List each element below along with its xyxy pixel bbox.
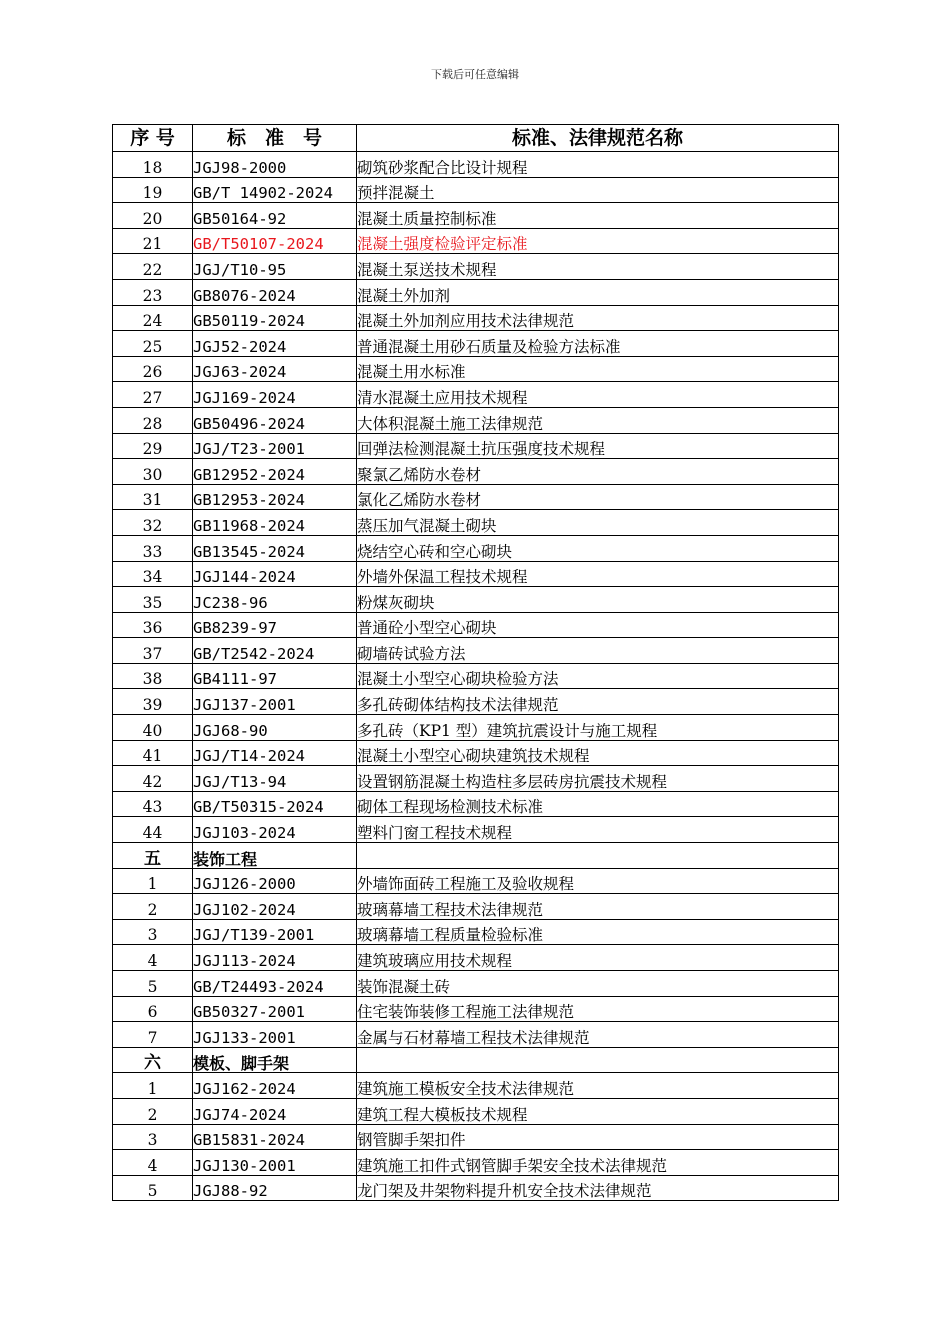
seq-cell: 24 (113, 305, 193, 331)
seq-cell: 30 (113, 459, 193, 485)
seq-cell: 1 (113, 868, 193, 894)
table-row (113, 587, 839, 613)
seq-cell: 21 (113, 228, 193, 254)
standard-name-cell: 混凝土外加剂 (357, 279, 839, 305)
standard-name-cell: 混凝土强度检验评定标准 (357, 228, 839, 254)
standard-code-cell: JGJ144-2024 (193, 561, 357, 587)
table-row (113, 1098, 839, 1124)
standard-code-cell: GB50119-2024 (193, 305, 357, 331)
standard-code-cell: JGJ/T23-2001 (193, 433, 357, 459)
standard-code-cell: JGJ88-92 (193, 1175, 357, 1201)
standard-code-cell: JGJ63-2024 (193, 356, 357, 382)
seq-cell: 41 (113, 740, 193, 766)
standard-code-cell: GB/T24493-2024 (193, 971, 357, 997)
table-row (113, 152, 839, 178)
table-row (113, 254, 839, 280)
standard-code-cell: JGJ162-2024 (193, 1073, 357, 1099)
standard-code-cell: GB/T50315-2024 (193, 791, 357, 817)
standard-code-cell: JGJ/T13-94 (193, 766, 357, 792)
standard-code-cell: JGJ52-2024 (193, 331, 357, 357)
table-row (113, 740, 839, 766)
table-body (113, 152, 839, 1201)
table-row (113, 689, 839, 715)
standard-name-cell: 金属与石材幕墙工程技术法律规范 (357, 1022, 839, 1048)
standard-code-cell: GB15831-2024 (193, 1124, 357, 1150)
seq-cell: 35 (113, 587, 193, 613)
seq-cell: 22 (113, 254, 193, 280)
standard-code-cell: GB50496-2024 (193, 407, 357, 433)
standard-name-cell: 粉煤灰砌块 (357, 587, 839, 613)
standard-name-cell: 混凝土泵送技术规程 (357, 254, 839, 280)
table-row (113, 868, 839, 894)
standard-name-cell: 住宅装饰装修工程施工法律规范 (357, 996, 839, 1022)
standard-name-cell: 普通砼小型空心砌块 (357, 612, 839, 638)
standard-name-cell: 混凝土小型空心砌块检验方法 (357, 663, 839, 689)
standard-name-cell: 聚氯乙烯防水卷材 (357, 459, 839, 485)
table-header (113, 125, 839, 152)
standard-code-cell: JGJ169-2024 (193, 382, 357, 408)
standard-code-cell: GB11968-2024 (193, 510, 357, 536)
seq-cell: 29 (113, 433, 193, 459)
standard-name-cell: 氯化乙烯防水卷材 (357, 484, 839, 510)
table-row (113, 971, 839, 997)
standard-code-cell: GB/T 14902-2024 (193, 177, 357, 203)
standard-name-cell: 砌墙砖试验方法 (357, 638, 839, 664)
seq-cell: 26 (113, 356, 193, 382)
standard-code-cell: JGJ113-2024 (193, 945, 357, 971)
seq-cell: 32 (113, 510, 193, 536)
table-row (113, 1124, 839, 1150)
standard-name-cell: 钢管脚手架扣件 (357, 1124, 839, 1150)
standard-code-cell: JGJ/T14-2024 (193, 740, 357, 766)
standard-name-cell: 建筑工程大模板技术规程 (357, 1098, 839, 1124)
standard-code-cell: GB8076-2024 (193, 279, 357, 305)
standard-code-cell: 模板、脚手架 (193, 1047, 357, 1073)
standard-code-cell: GB50327-2001 (193, 996, 357, 1022)
standard-code-cell: JGJ130-2001 (193, 1150, 357, 1176)
standard-name-cell: 砌筑砂浆配合比设计规程 (357, 152, 839, 178)
standard-code-cell: JGJ126-2000 (193, 868, 357, 894)
standard-name-cell: 装饰混凝土砖 (357, 971, 839, 997)
table-row (113, 894, 839, 920)
standard-name-cell: 建筑施工扣件式钢管脚手架安全技术法律规范 (357, 1150, 839, 1176)
seq-cell: 31 (113, 484, 193, 510)
table-row (113, 510, 839, 536)
standards-table (112, 124, 839, 1201)
table-row (113, 356, 839, 382)
table-row (113, 561, 839, 587)
standard-code-cell: GB13545-2024 (193, 535, 357, 561)
seq-cell: 33 (113, 535, 193, 561)
seq-cell: 39 (113, 689, 193, 715)
table-row (113, 331, 839, 357)
standard-code-cell: JGJ102-2024 (193, 894, 357, 920)
standard-code-cell: JGJ137-2001 (193, 689, 357, 715)
table-row (113, 1073, 839, 1099)
seq-cell: 34 (113, 561, 193, 587)
standard-name-cell: 混凝土小型空心砌块建筑技术规程 (357, 740, 839, 766)
table-row (113, 535, 839, 561)
seq-cell: 37 (113, 638, 193, 664)
seq-cell: 1 (113, 1073, 193, 1099)
seq-cell: 43 (113, 791, 193, 817)
table-row (113, 996, 839, 1022)
seq-cell: 六 (113, 1047, 193, 1073)
standard-name-cell: 龙门架及井架物料提升机安全技术法律规范 (357, 1175, 839, 1201)
standard-name-cell: 建筑施工模板安全技术法律规范 (357, 1073, 839, 1099)
table-row (113, 484, 839, 510)
standard-code-cell: JGJ133-2001 (193, 1022, 357, 1048)
standard-name-cell: 多孔砖（KP1 型）建筑抗震设计与施工规程 (357, 715, 839, 741)
standard-name-cell: 预拌混凝土 (357, 177, 839, 203)
seq-cell: 44 (113, 817, 193, 843)
table-row (113, 766, 839, 792)
standard-name-cell: 普通混凝土用砂石质量及检验方法标准 (357, 331, 839, 357)
seq-cell: 5 (113, 1175, 193, 1201)
standard-name-cell: 大体积混凝土施工法律规范 (357, 407, 839, 433)
table-row (113, 715, 839, 741)
section-row (113, 1047, 839, 1073)
header-seq: 序 号 (113, 125, 193, 152)
standard-name-cell (357, 1047, 839, 1073)
header-name: 标准、法律规范名称 (357, 125, 839, 152)
table-row (113, 177, 839, 203)
table-row (113, 433, 839, 459)
standard-name-cell: 玻璃幕墙工程质量检验标准 (357, 919, 839, 945)
seq-cell: 36 (113, 612, 193, 638)
table-row (113, 919, 839, 945)
standard-code-cell: GB12953-2024 (193, 484, 357, 510)
standard-code-cell: GB12952-2024 (193, 459, 357, 485)
table-row (113, 228, 839, 254)
table-row (113, 407, 839, 433)
standard-name-cell: 混凝土外加剂应用技术法律规范 (357, 305, 839, 331)
seq-cell: 25 (113, 331, 193, 357)
standard-code-cell: JGJ/T10-95 (193, 254, 357, 280)
standard-name-cell: 多孔砖砌体结构技术法律规范 (357, 689, 839, 715)
standard-code-cell: JGJ74-2024 (193, 1098, 357, 1124)
standard-name-cell: 回弹法检测混凝土抗压强度技术规程 (357, 433, 839, 459)
standard-code-cell: JGJ98-2000 (193, 152, 357, 178)
standard-code-cell: GB50164-92 (193, 203, 357, 229)
seq-cell: 五 (113, 843, 193, 869)
seq-cell: 7 (113, 1022, 193, 1048)
seq-cell: 18 (113, 152, 193, 178)
standard-code-cell: GB8239-97 (193, 612, 357, 638)
standard-name-cell: 烧结空心砖和空心砌块 (357, 535, 839, 561)
seq-cell: 5 (113, 971, 193, 997)
seq-cell: 19 (113, 177, 193, 203)
standard-name-cell: 混凝土质量控制标准 (357, 203, 839, 229)
header-row (113, 125, 839, 152)
standard-name-cell: 混凝土用水标准 (357, 356, 839, 382)
standard-code-cell: JGJ/T139-2001 (193, 919, 357, 945)
table-row (113, 663, 839, 689)
table-row (113, 1150, 839, 1176)
seq-cell: 4 (113, 945, 193, 971)
seq-cell: 40 (113, 715, 193, 741)
seq-cell: 3 (113, 919, 193, 945)
seq-cell: 38 (113, 663, 193, 689)
standard-name-cell (357, 843, 839, 869)
table-row (113, 817, 839, 843)
table-row (113, 612, 839, 638)
table-row (113, 1022, 839, 1048)
standard-code-cell: 装饰工程 (193, 843, 357, 869)
table-row (113, 305, 839, 331)
standard-code-cell: JGJ103-2024 (193, 817, 357, 843)
seq-cell: 42 (113, 766, 193, 792)
seq-cell: 4 (113, 1150, 193, 1176)
standard-code-cell: GB/T2542-2024 (193, 638, 357, 664)
standard-name-cell: 清水混凝土应用技术规程 (357, 382, 839, 408)
standard-name-cell: 外墙外保温工程技术规程 (357, 561, 839, 587)
standard-name-cell: 蒸压加气混凝土砌块 (357, 510, 839, 536)
standard-name-cell: 砌体工程现场检测技术标准 (357, 791, 839, 817)
standard-name-cell: 设置钢筋混凝土构造柱多层砖房抗震技术规程 (357, 766, 839, 792)
seq-cell: 20 (113, 203, 193, 229)
table-row (113, 459, 839, 485)
section-row (113, 843, 839, 869)
standard-code-cell: GB/T50107-2024 (193, 228, 357, 254)
standard-name-cell: 建筑玻璃应用技术规程 (357, 945, 839, 971)
table-row (113, 638, 839, 664)
table-row (113, 1175, 839, 1201)
table-row (113, 279, 839, 305)
seq-cell: 23 (113, 279, 193, 305)
standard-name-cell: 外墙饰面砖工程施工及验收规程 (357, 868, 839, 894)
seq-cell: 3 (113, 1124, 193, 1150)
seq-cell: 28 (113, 407, 193, 433)
standard-code-cell: JGJ68-90 (193, 715, 357, 741)
table-row (113, 382, 839, 408)
standard-code-cell: GB4111-97 (193, 663, 357, 689)
seq-cell: 27 (113, 382, 193, 408)
seq-cell: 2 (113, 1098, 193, 1124)
seq-cell: 2 (113, 894, 193, 920)
header-code: 标 准 号 (193, 125, 357, 152)
seq-cell: 6 (113, 996, 193, 1022)
table-row (113, 945, 839, 971)
standard-name-cell: 玻璃幕墙工程技术法律规范 (357, 894, 839, 920)
table-row (113, 791, 839, 817)
standard-name-cell: 塑料门窗工程技术规程 (357, 817, 839, 843)
standard-code-cell: JC238-96 (193, 587, 357, 613)
page-header-note: 下载后可任意编辑 (431, 68, 519, 81)
table-row (113, 203, 839, 229)
